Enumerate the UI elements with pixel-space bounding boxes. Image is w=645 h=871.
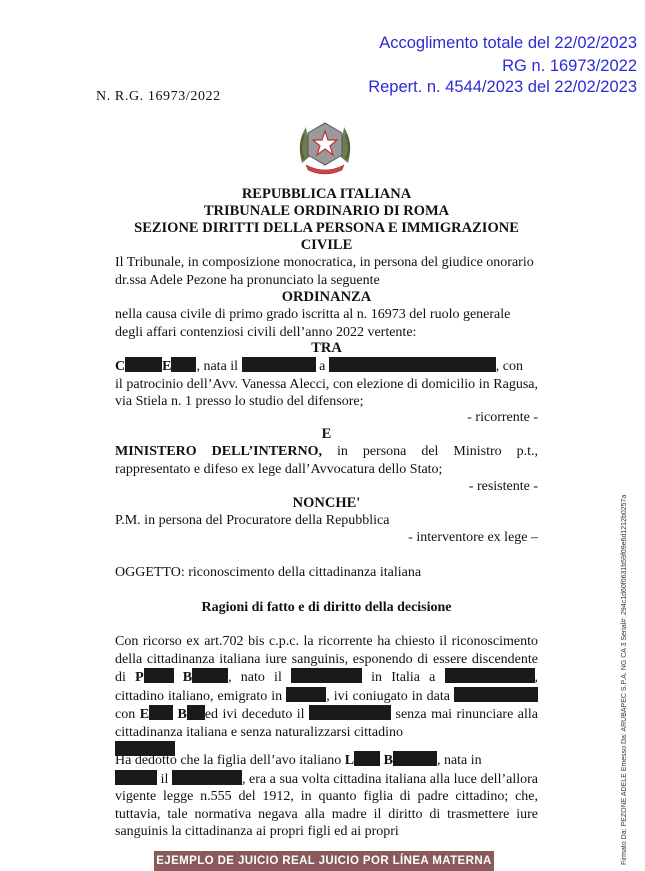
redaction <box>171 357 196 372</box>
example-banner: EJEMPLO DE JUICIO REAL JUICIO POR LÍNEA MATERNA <box>154 851 494 871</box>
redaction <box>144 668 174 683</box>
redaction <box>149 705 173 720</box>
redaction <box>125 357 162 372</box>
ricorrente-paragraph: C E , nata il a , con il patrocinio dell’Avv. Vanessa Alecci, con elezione di domicilio in Ragusa, via Stiela n. 1 presso lo studio del difensore; <box>115 359 538 409</box>
nonche-heading: NONCHE' <box>292 495 361 511</box>
interventore-text: P.M. in persona del Procuratore della Repubblica <box>115 513 390 528</box>
court-heading: TRIBUNALE ORDINARIO DI ROMA <box>203 203 450 219</box>
republic-heading: REPUBBLICA ITALIANA <box>241 186 412 202</box>
interventore-role: - interventore ex lege – <box>408 530 538 545</box>
section-heading-continued: CIVILE <box>300 237 353 253</box>
redaction <box>329 357 496 372</box>
resistente-paragraph: MINISTERO DELL’INTERNO, in persona del Ministro p.t., rappresentato e difeso ex lege dall’Avvocatura dello Stato; <box>115 444 538 477</box>
redaction <box>309 705 391 720</box>
section-heading: SEZIONE DIRITTI DELLA PERSONA E IMMIGRAZIONE <box>134 220 519 236</box>
fatto-paragraph-2: Ha dedotto che la figlia dell’avo italiano L B , nata in il , era a sua volta cittadina italiana alla luce dell’allora vigente legge n.555 del 1912, in quanto figlia di padre cittadino; che, tuttavia, tale normativa negava alla madre il diritto di trasmettere iure sanguinis la cittadinanza ai propri figli ed ai propri <box>115 753 538 839</box>
redaction <box>354 751 380 766</box>
italian-republic-emblem-icon <box>292 113 358 179</box>
redaction <box>454 687 538 702</box>
ordinanza-title: ORDINANZA <box>281 289 372 305</box>
redaction <box>242 357 316 372</box>
redaction <box>291 668 362 683</box>
redaction <box>172 770 242 785</box>
oggetto-line: OGGETTO: riconoscimento della cittadinanza italiana <box>115 565 422 580</box>
case-number: N. R.G. 16973/2022 <box>96 89 221 104</box>
redaction <box>445 668 535 683</box>
repertorio-stamp-line: Repert. n. 4544/2023 del 22/02/2023 <box>368 78 637 96</box>
redaction <box>192 668 228 683</box>
tra-heading: TRA <box>311 340 342 356</box>
decision-stamp-line: Accoglimento totale del 22/02/2023 <box>379 34 637 52</box>
redaction <box>286 687 326 702</box>
redaction <box>187 705 205 720</box>
ragioni-heading: Ragioni di fatto e di diritto della decisione <box>201 600 452 615</box>
redaction <box>115 770 157 785</box>
rg-stamp-line: RG n. 16973/2022 <box>502 57 637 75</box>
resistente-role: - resistente - <box>468 479 538 494</box>
fatto-paragraph-1: Con ricorso ex art.702 bis c.p.c. la ricorrente ha chiesto il riconoscimento della cittadinanza italiana iure sanguinis, esponendo di essere discendente di P B , nato il in Italia a , cittadino italiano, emigrato in , ivi coniugato in data con E B ed ivi deceduto il senza mai rinunciare alla cittadinanza italiana e senza naturalizzarsi cittadino <box>115 633 538 760</box>
causa-paragraph: nella causa civile di primo grado iscritta al n. 16973 del ruolo generale degli affari contenziosi civili dell’anno 2022 vertente: <box>115 307 511 340</box>
ricorrente-role: - ricorrente - <box>467 410 538 425</box>
redaction <box>393 751 437 766</box>
digital-signature-stamp: Firmato Da: PEZONE ADELE Emesso Da: ARUBAPEC S.P.A. NG CA 3 Serial#: 294c1d60f0631b59f09e6d1212b0257a <box>621 494 628 865</box>
e-separator: E <box>321 426 332 442</box>
intro-paragraph: Il Tribunale, in composizione monocratica, in persona del giudice onorario dr.ssa Adele Pezone ha pronunciato la seguente <box>115 255 534 288</box>
